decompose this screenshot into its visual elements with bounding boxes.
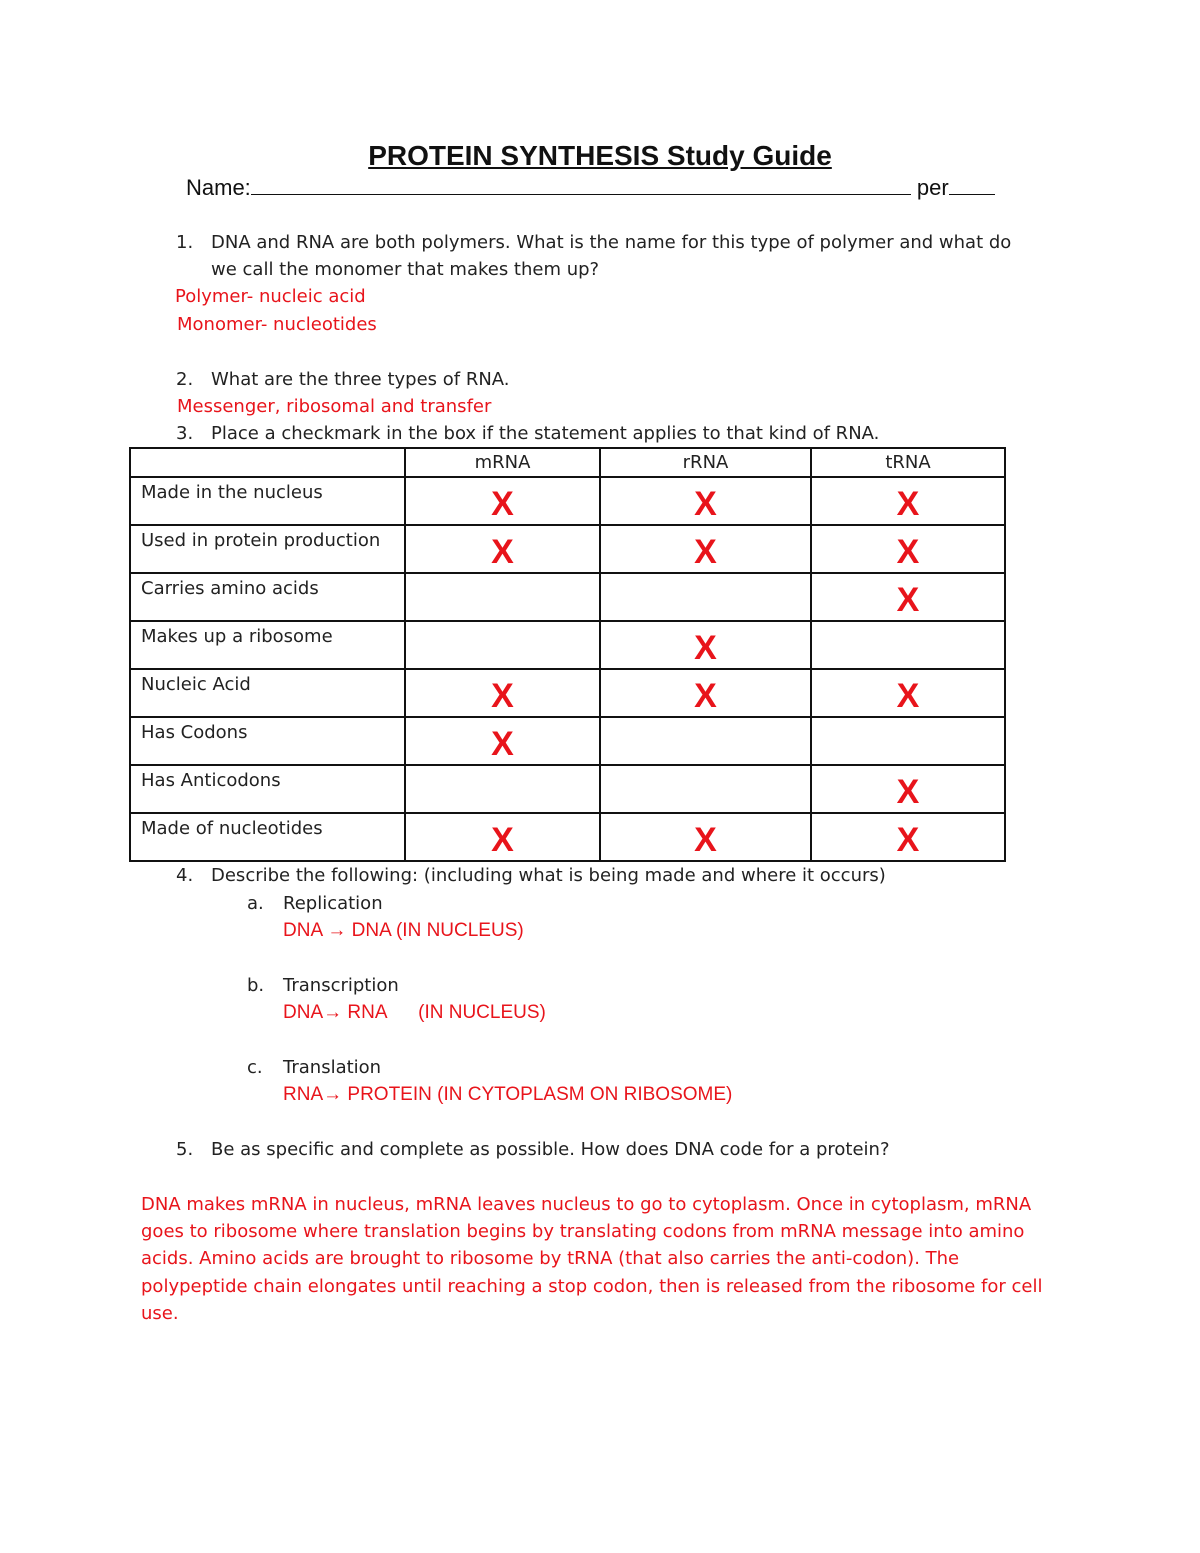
name-label: Name: — [186, 175, 251, 200]
checkbox-cell-trna[interactable] — [811, 813, 1005, 861]
checkbox-cell-trna[interactable] — [811, 765, 1005, 813]
x-mark-icon: X — [896, 581, 920, 619]
q4b-answer: DNA→ RNA (IN NUCLEUS) — [283, 1002, 546, 1023]
x-mark-icon: X — [694, 677, 717, 715]
checkbox-cell-mrna[interactable] — [405, 813, 600, 861]
x-mark-icon: X — [896, 821, 920, 859]
x-mark-icon: X — [896, 677, 920, 715]
row-label: Nucleic Acid — [130, 669, 405, 717]
x-mark-icon: X — [694, 485, 717, 523]
header-cell-mrna: mRNA — [405, 448, 600, 477]
q4b-label: Transcription — [283, 975, 399, 996]
header-cell-empty — [130, 448, 405, 477]
q5-answer-line: DNA makes mRNA in nucleus, mRNA leaves nucleus to go to cytoplasm. Once in cytoplasm, mRNA — [141, 1194, 1032, 1215]
checkbox-cell-trna[interactable] — [811, 669, 1005, 717]
x-mark-icon: X — [896, 533, 920, 571]
q5-text: Be as specific and complete as possible. How does DNA code for a protein? — [211, 1139, 890, 1160]
table-row — [130, 477, 1005, 525]
table-row — [130, 669, 1005, 717]
checkbox-cell-mrna[interactable] — [405, 525, 600, 573]
q4a-answer: DNA → DNA (IN NUCLEUS) — [283, 920, 524, 941]
q4c-answer: RNA→ PROTEIN (IN CYTOPLASM ON RIBOSOME) — [283, 1084, 733, 1105]
q5-answer-line: goes to ribosome where translation begins by translating codons from mRNA message into amino — [141, 1221, 1025, 1242]
x-mark-icon: X — [694, 821, 717, 859]
checkbox-cell-trna[interactable] — [811, 477, 1005, 525]
q2-text: What are the three types of RNA. — [211, 369, 510, 390]
header-cell-rrna: rRNA — [600, 448, 811, 477]
checkbox-cell-rrna[interactable] — [600, 477, 811, 525]
row-label: Has Anticodons — [130, 765, 405, 813]
table-row — [130, 765, 1005, 813]
name-line — [186, 172, 995, 201]
row-label: Made in the nucleus — [130, 477, 405, 525]
x-mark-icon: X — [896, 485, 920, 523]
checkbox-cell-mrna[interactable] — [405, 621, 600, 669]
q1-answer-polymer: Polymer- nucleic acid — [175, 286, 366, 307]
x-mark-icon: X — [491, 533, 514, 571]
checkbox-cell-rrna[interactable] — [600, 765, 811, 813]
q1-answer-monomer: Monomer- nucleotides — [177, 314, 377, 335]
q4-text: Describe the following: (including what is being made and where it occurs) — [211, 865, 886, 886]
x-mark-icon: X — [896, 773, 920, 811]
q4c-letter: c. — [247, 1057, 263, 1078]
q1-text-line2: we call the monomer that makes them up? — [211, 259, 600, 280]
row-label: Carries amino acids — [130, 573, 405, 621]
table-row — [130, 525, 1005, 573]
period-blank[interactable] — [949, 172, 995, 195]
q4a-label: Replication — [283, 893, 383, 914]
checkbox-cell-trna[interactable] — [811, 621, 1005, 669]
q3-text: Place a checkmark in the box if the statement applies to that kind of RNA. — [211, 423, 880, 444]
table-row — [130, 621, 1005, 669]
checkbox-cell-rrna[interactable] — [600, 621, 811, 669]
checkbox-cell-rrna[interactable] — [600, 717, 811, 765]
checkbox-cell-rrna[interactable] — [600, 573, 811, 621]
row-label: Used in protein production — [130, 525, 405, 573]
checkbox-cell-mrna[interactable] — [405, 765, 600, 813]
checkbox-cell-mrna[interactable] — [405, 573, 600, 621]
checkbox-cell-trna[interactable] — [811, 525, 1005, 573]
q4a-letter: a. — [247, 893, 264, 914]
q5-number: 5. — [176, 1139, 194, 1160]
q4c-label: Translation — [283, 1057, 382, 1078]
table-row — [130, 813, 1005, 861]
row-label: Made of nucleotides — [130, 813, 405, 861]
page-title: PROTEIN SYNTHESIS Study Guide — [368, 140, 832, 171]
checkbox-cell-trna[interactable] — [811, 573, 1005, 621]
x-mark-icon: X — [491, 677, 514, 715]
name-blank[interactable] — [251, 172, 911, 195]
q5-answer-line: polypeptide chain elongates until reaching a stop codon, then is released from the ribosome for cell — [141, 1276, 1043, 1297]
table-header-row — [130, 448, 1005, 477]
q5-answer-line: acids. Amino acids are brought to ribosome by tRNA (that also carries the anti-codon). The — [141, 1248, 960, 1269]
checkbox-cell-rrna[interactable] — [600, 669, 811, 717]
x-mark-icon: X — [694, 629, 717, 667]
q3-number: 3. — [176, 423, 194, 444]
checkbox-cell-trna[interactable] — [811, 717, 1005, 765]
rna-checkmark-table — [129, 447, 1006, 862]
q2-number: 2. — [176, 369, 194, 390]
x-mark-icon: X — [491, 725, 514, 763]
per-label: per — [916, 175, 949, 200]
checkbox-cell-mrna[interactable] — [405, 477, 600, 525]
checkbox-cell-rrna[interactable] — [600, 525, 811, 573]
q4-number: 4. — [176, 865, 194, 886]
row-label: Has Codons — [130, 717, 405, 765]
x-mark-icon: X — [491, 821, 514, 859]
q1-text-line1: DNA and RNA are both polymers. What is the name for this type of polymer and what do — [211, 232, 1012, 253]
checkbox-cell-mrna[interactable] — [405, 717, 600, 765]
checkbox-cell-mrna[interactable] — [405, 669, 600, 717]
q4b-letter: b. — [247, 975, 265, 996]
q5-answer-line: use. — [141, 1303, 179, 1324]
row-label: Makes up a ribosome — [130, 621, 405, 669]
q1-number: 1. — [176, 232, 194, 253]
header-cell-trna: tRNA — [811, 448, 1005, 477]
x-mark-icon: X — [694, 533, 717, 571]
table-row — [130, 573, 1005, 621]
checkbox-cell-rrna[interactable] — [600, 813, 811, 861]
table-row — [130, 717, 1005, 765]
x-mark-icon: X — [491, 485, 514, 523]
q2-answer: Messenger, ribosomal and transfer — [177, 396, 492, 417]
